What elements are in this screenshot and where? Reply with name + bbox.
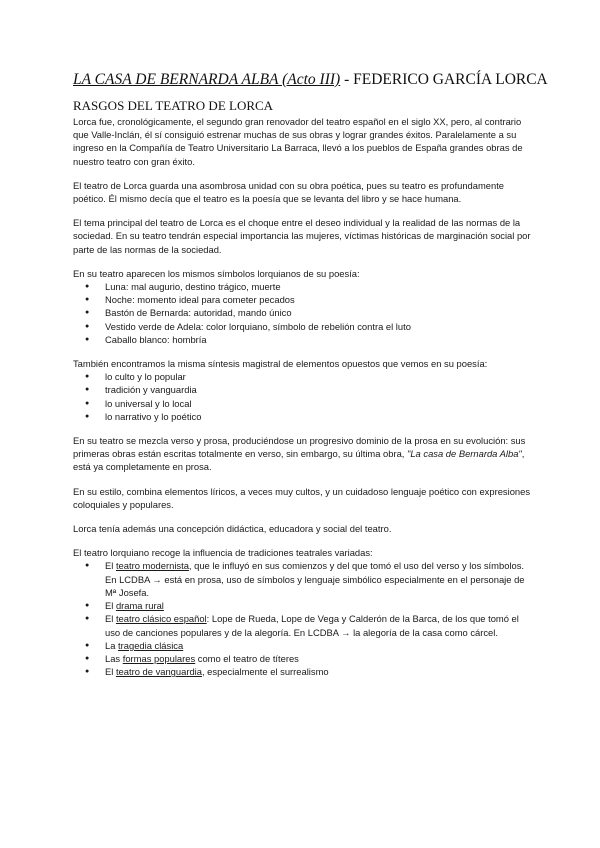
verse-prose-text: En su teatro se mezcla verso y prosa, produciéndose un progresivo dominio de la prosa en su evolución: sus primeras obras están escritas totalmente en verso, sin embargo, su última obra, bbox=[73, 435, 526, 460]
paragraph-didactic: Lorca tenía además una concepción didáctica, educadora y social del teatro. bbox=[73, 523, 392, 535]
list-item: ● La tragedia clásica bbox=[105, 639, 533, 652]
paragraph-symbols-intro: En su teatro aparecen los mismos símbolos lorquianos de su poesía: bbox=[73, 267, 360, 279]
verse-prose-tail: , está ya completamente en prosa. bbox=[73, 448, 525, 473]
document-page bbox=[73, 70, 548, 689]
list-item: ● lo narrativo y lo poético bbox=[105, 410, 533, 423]
list-item: ● lo culto y lo popular bbox=[105, 370, 533, 383]
list-item: ● Caballo blanco: hombría bbox=[105, 333, 533, 346]
list-item: ● Noche: momento ideal para cometer pecados bbox=[105, 293, 533, 306]
influence-term: formas populares bbox=[122, 652, 196, 664]
influence-term: teatro modernista bbox=[115, 560, 189, 572]
list-item: ● El teatro de vanguardia, especialmente el surrealismo bbox=[105, 665, 533, 678]
list-item: ● El drama rural bbox=[105, 599, 533, 612]
list-item: ● El teatro modernista, que le influyó en sus comienzos y del que tomó el uso del verso y los símbolos. En LCDBA → está en prosa, uso de símbolos y lenguaje simbólico especialmente en el personaje de Mª Josefa. bbox=[105, 559, 533, 599]
influence-term: teatro de vanguardia bbox=[115, 666, 202, 678]
section-heading: RASGOS DEL TEATRO DE LORCA bbox=[73, 98, 274, 113]
opposites-list bbox=[73, 370, 533, 423]
paragraph-style: En su estilo, combina elementos líricos, a veces muy cultos, y un cuidadoso lenguaje poético con expresiones coloquiales y populares. bbox=[73, 485, 531, 510]
list-item: ● tradición y vanguardia bbox=[105, 383, 533, 396]
symbols-list bbox=[73, 280, 533, 346]
influence-term: drama rural bbox=[115, 600, 164, 612]
list-item: ● Las formas populares como el teatro de títeres bbox=[105, 652, 533, 665]
verse-prose-work-title: "La casa de Bernarda Alba" bbox=[407, 448, 522, 460]
list-item: ● Luna: mal augurio, destino trágico, muerte bbox=[105, 280, 533, 293]
influence-term: tragedia clásica bbox=[118, 639, 184, 651]
work-title: LA CASA DE BERNARDA ALBA (Acto III) bbox=[73, 71, 341, 88]
list-item: ● lo universal y lo local bbox=[105, 397, 533, 410]
paragraph-verse-prose bbox=[73, 434, 533, 474]
paragraph-poetic-unity: El teatro de Lorca guarda una asombrosa unidad con su obra poética, pues su teatro es profundamente poético. Él mismo decía que el teatro es la poesía que se levanta del libro y se hace humana. bbox=[73, 179, 505, 205]
influence-term: teatro clásico español bbox=[115, 613, 207, 625]
influences-list bbox=[73, 559, 533, 678]
paragraph-intro: Lorca fue, cronológicamente, el segundo gran renovador del teatro español en el siglo XX, pero, al contrario que Valle-Inclán, él sí consiguió estrenar muchas de sus obras y lograr grandes éxitos. Paralelamente a su ingreso en la Compañía de Teatro Universitario La Barraca, llevó a los pueblos de España grandes obras de nuestro teatro con gran éxito. bbox=[73, 116, 523, 167]
paragraph-influences-intro: El teatro lorquiano recoge la influencia de tradiciones teatrales variadas: bbox=[73, 547, 373, 559]
author-name: FEDERICO GARCÍA LORCA bbox=[353, 71, 548, 88]
list-item: ● Vestido verde de Adela: color lorquiano, símbolo de rebelión contra el luto bbox=[105, 320, 533, 333]
list-item: ● El teatro clásico español: Lope de Rueda, Lope de Vega y Calderón de la Barca, de los que tomó el uso de canciones populares y de la alegoría. En LCDBA → la alegoría de la casa como cárcel. bbox=[105, 612, 533, 638]
document-title bbox=[73, 70, 548, 90]
paragraph-opposites-intro: También encontramos la misma síntesis magistral de elementos opuestos que vemos en su poesía: bbox=[73, 358, 488, 370]
paragraph-main-theme: El tema principal del teatro de Lorca es el choque entre el deseo individual y la realidad de las normas de la sociedad. En su teatro tendrán especial importancia las mujeres, víctimas históricas de marginación social por parte de las normas de la sociedad. bbox=[73, 217, 531, 255]
title-separator: - bbox=[340, 71, 354, 88]
list-item: ● Bastón de Bernarda: autoridad, mando único bbox=[105, 306, 533, 319]
